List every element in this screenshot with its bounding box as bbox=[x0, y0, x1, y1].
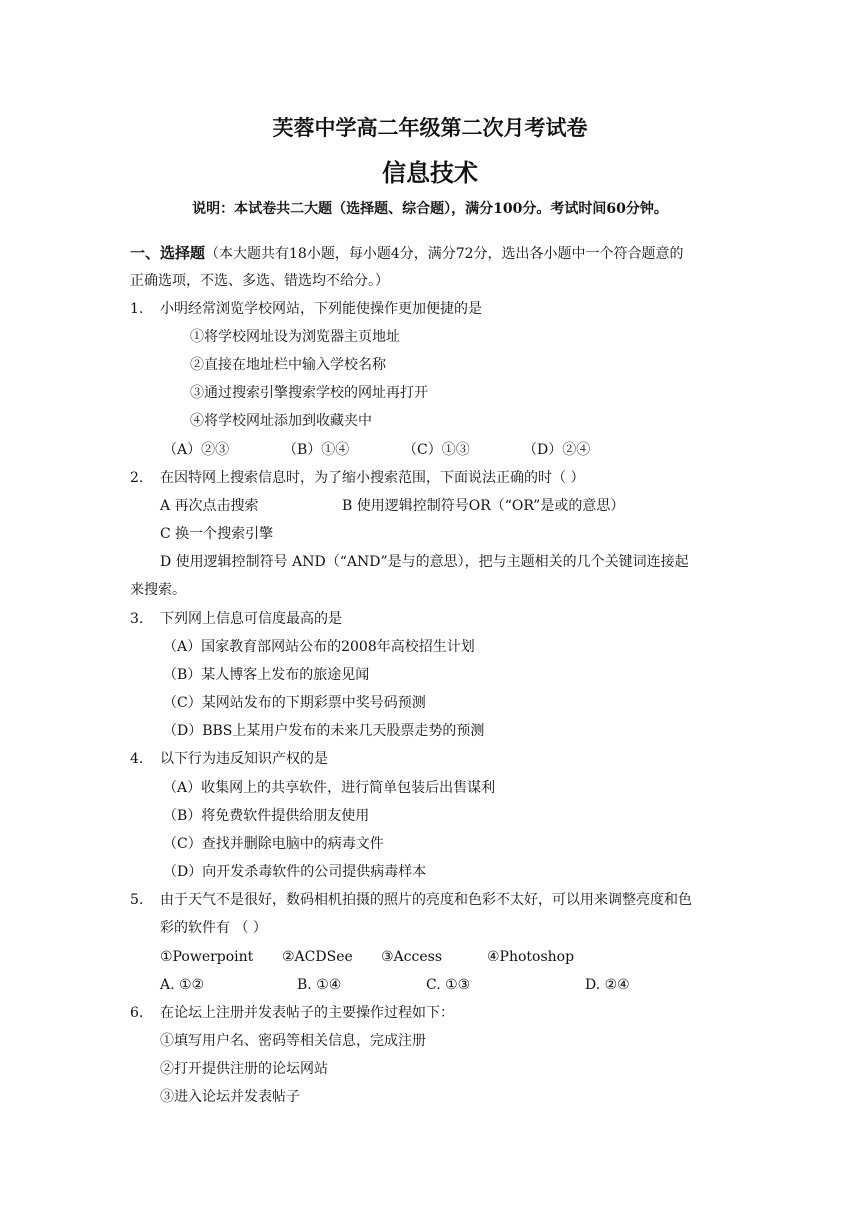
question-number: 6. bbox=[130, 1005, 144, 1021]
option-a: A 再次点击搜索 bbox=[160, 498, 259, 514]
question-text: 以下行为违反知识产权的是 bbox=[160, 751, 328, 767]
option-c: C. ①③ bbox=[426, 977, 471, 993]
question-text: 在论坛上注册并发表帖子的主要操作过程如下： bbox=[160, 1005, 454, 1021]
option-a: （A）收集网上的共享软件，进行简单包装后出售谋利 bbox=[163, 780, 496, 796]
question-text: 在因特网上搜索信息时，为了缩小搜索范围，下面说法正确的时（ ） bbox=[160, 470, 585, 486]
question-number: 1. bbox=[130, 301, 144, 317]
option-b: （B）某人博客上发布的旅途见闻 bbox=[163, 667, 370, 683]
statement-item: ④将学校网址添加到收藏夹中 bbox=[190, 413, 372, 429]
option-c: （C）①③ bbox=[403, 442, 470, 458]
exam-instructions: 说明：本试卷共二大题（选择题、综合题），满分100分。考试时间60分钟。 bbox=[192, 201, 668, 217]
software-item: ④Photoshop bbox=[487, 949, 575, 965]
option-c: （C）某网站发布的下期彩票中奖号码预测 bbox=[163, 695, 426, 711]
option-d-continuation: 来搜索。 bbox=[130, 582, 186, 598]
option-d: （D）BBS上某用户发布的未来几天股票走势的预测 bbox=[163, 723, 485, 739]
question-number: 3. bbox=[130, 611, 144, 627]
question-text: 由于天气不是很好，数码相机拍摄的照片的亮度和色彩不太好，可以用来调整亮度和色 bbox=[160, 892, 692, 908]
option-d: （D）②④ bbox=[523, 442, 591, 458]
exam-title: 芙蓉中学高二年级第二次月考试卷 bbox=[272, 115, 588, 140]
option-b: （B）将免费软件提供给朋友使用 bbox=[163, 808, 370, 824]
statement-item: ①将学校网址设为浏览器主页地址 bbox=[190, 329, 400, 345]
section-heading: 一、选择题 bbox=[130, 244, 206, 262]
software-item: ②ACDSee bbox=[282, 949, 353, 965]
statement-item: ③通过搜索引擎搜索学校的网址再打开 bbox=[190, 385, 428, 401]
option-b: B 使用逻辑控制符号OR（“OR”是或的意思） bbox=[342, 498, 625, 514]
question-number: 2. bbox=[130, 470, 144, 486]
statement-item: ②直接在地址栏中输入学校名称 bbox=[190, 357, 386, 373]
option-a: A. ①② bbox=[160, 977, 205, 993]
option-d: （D）向开发杀毒软件的公司提供病毒样本 bbox=[163, 864, 427, 880]
software-item: ①Powerpoint bbox=[160, 949, 254, 965]
section-description-cont: 正确选项，不选、多选、错选均不给分。） bbox=[130, 273, 389, 289]
option-c: （C）查找并删除电脑中的病毒文件 bbox=[163, 836, 384, 852]
option-d: D 使用逻辑控制符号 AND（“AND”是与的意思），把与主题相关的几个关键词连接起 bbox=[160, 554, 689, 570]
step-item: ②打开提供注册的论坛网站 bbox=[160, 1061, 328, 1077]
option-a: （A）②③ bbox=[163, 442, 230, 458]
step-item: ③进入论坛并发表帖子 bbox=[160, 1089, 300, 1105]
section-description: （本大题共有18小题，每小题4分，满分72分，选出各小题中一个符合题意的 bbox=[205, 246, 684, 262]
question-text: 下列网上信息可信度最高的是 bbox=[160, 611, 342, 627]
option-a: （A）国家教育部网站公布的2008年高校招生计划 bbox=[163, 639, 475, 655]
option-b: （B）①④ bbox=[283, 442, 350, 458]
option-d: D. ②④ bbox=[585, 977, 630, 993]
section-one-line bbox=[130, 243, 684, 264]
question-number: 4. bbox=[130, 751, 144, 767]
step-item: ①填写用户名、密码等相关信息，完成注册 bbox=[160, 1033, 426, 1049]
subject-title: 信息技术 bbox=[382, 158, 478, 187]
question-number: 5. bbox=[130, 892, 144, 908]
software-item: ③Access bbox=[381, 949, 442, 965]
option-b: B. ①④ bbox=[297, 977, 342, 993]
question-text: 小明经常浏览学校网站，下列能使操作更加便捷的是 bbox=[160, 301, 482, 317]
option-c: C 换一个搜索引擎 bbox=[160, 526, 274, 542]
question-text-cont: 彩的软件有 （ ） bbox=[160, 920, 267, 936]
